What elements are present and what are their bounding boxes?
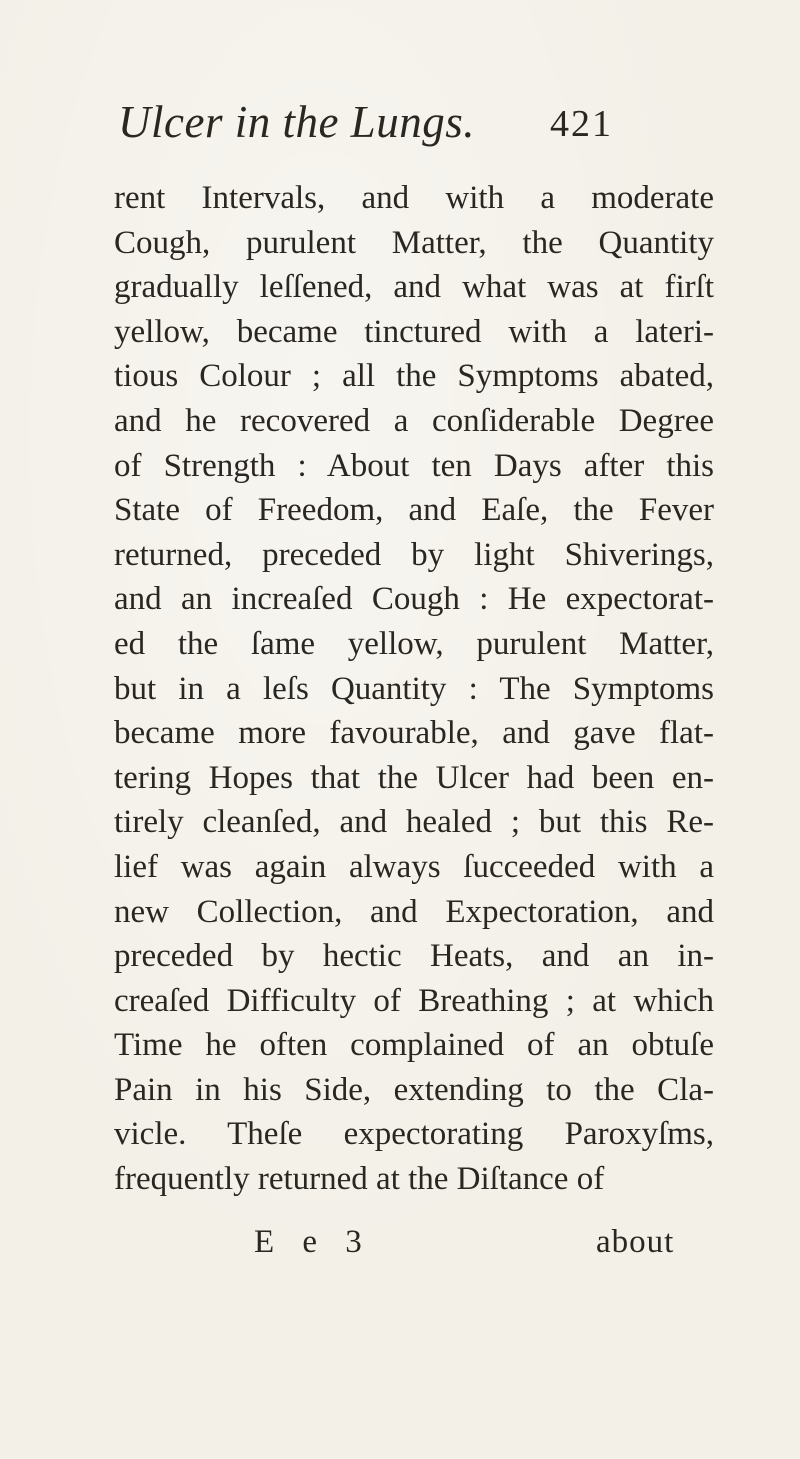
text-line: rent Intervals, and with a moderate	[114, 180, 714, 216]
text-line: and an increaſed Cough : He expectorat-	[114, 581, 714, 618]
text-line: and he recovered a conſiderable Degree	[114, 402, 714, 439]
text-line: Cough, purulent Matter, the Quantity	[114, 224, 714, 261]
text-line: yellow, became tinctured with a lateri-	[114, 313, 714, 350]
text-line: new Collection, and Expectoration, and	[114, 893, 714, 930]
text-line: vicle. Theſe expectorating Paroxyſms,	[114, 1116, 714, 1153]
text-line: Time he often complained of an obtuſe	[114, 1027, 714, 1064]
text-line: Pain in his Side, extending to the Cla-	[114, 1071, 714, 1108]
catchword: about	[596, 1224, 675, 1260]
signature-mark: E e 3	[254, 1224, 372, 1260]
page-number: 421	[550, 103, 613, 145]
text-line: lief was again always ſucceeded with a	[114, 848, 714, 885]
text-line: preceded by hectic Heats, and an in-	[114, 938, 714, 975]
text-line: tious Colour ; all the Symptoms abated,	[114, 358, 714, 395]
text-line: gradually leſſened, and what was at firſt	[114, 269, 714, 306]
text-line: tering Hopes that the Ulcer had been en-	[114, 759, 714, 796]
running-head: Ulcer in the Lungs.	[118, 97, 475, 147]
text-line: State of Freedom, and Eaſe, the Fever	[114, 492, 714, 529]
page-footer	[0, 1224, 800, 1274]
page-header	[118, 96, 698, 156]
text-line: ed the ſame yellow, purulent Matter,	[114, 625, 714, 662]
body-text	[114, 176, 714, 1202]
text-line: became more favourable, and gave flat-	[114, 715, 714, 752]
text-line: tirely cleanſed, and healed ; but this Re-	[114, 804, 714, 841]
text-line: but in a leſs Quantity : The Symptoms	[114, 670, 714, 707]
text-line: creaſed Difficulty of Breathing ; at which	[114, 982, 714, 1019]
text-line: of Strength : About ten Days after this	[114, 447, 714, 484]
text-line: frequently returned at the Diſtance of	[114, 1161, 605, 1198]
text-line: returned, preceded by light Shiverings,	[114, 536, 714, 573]
